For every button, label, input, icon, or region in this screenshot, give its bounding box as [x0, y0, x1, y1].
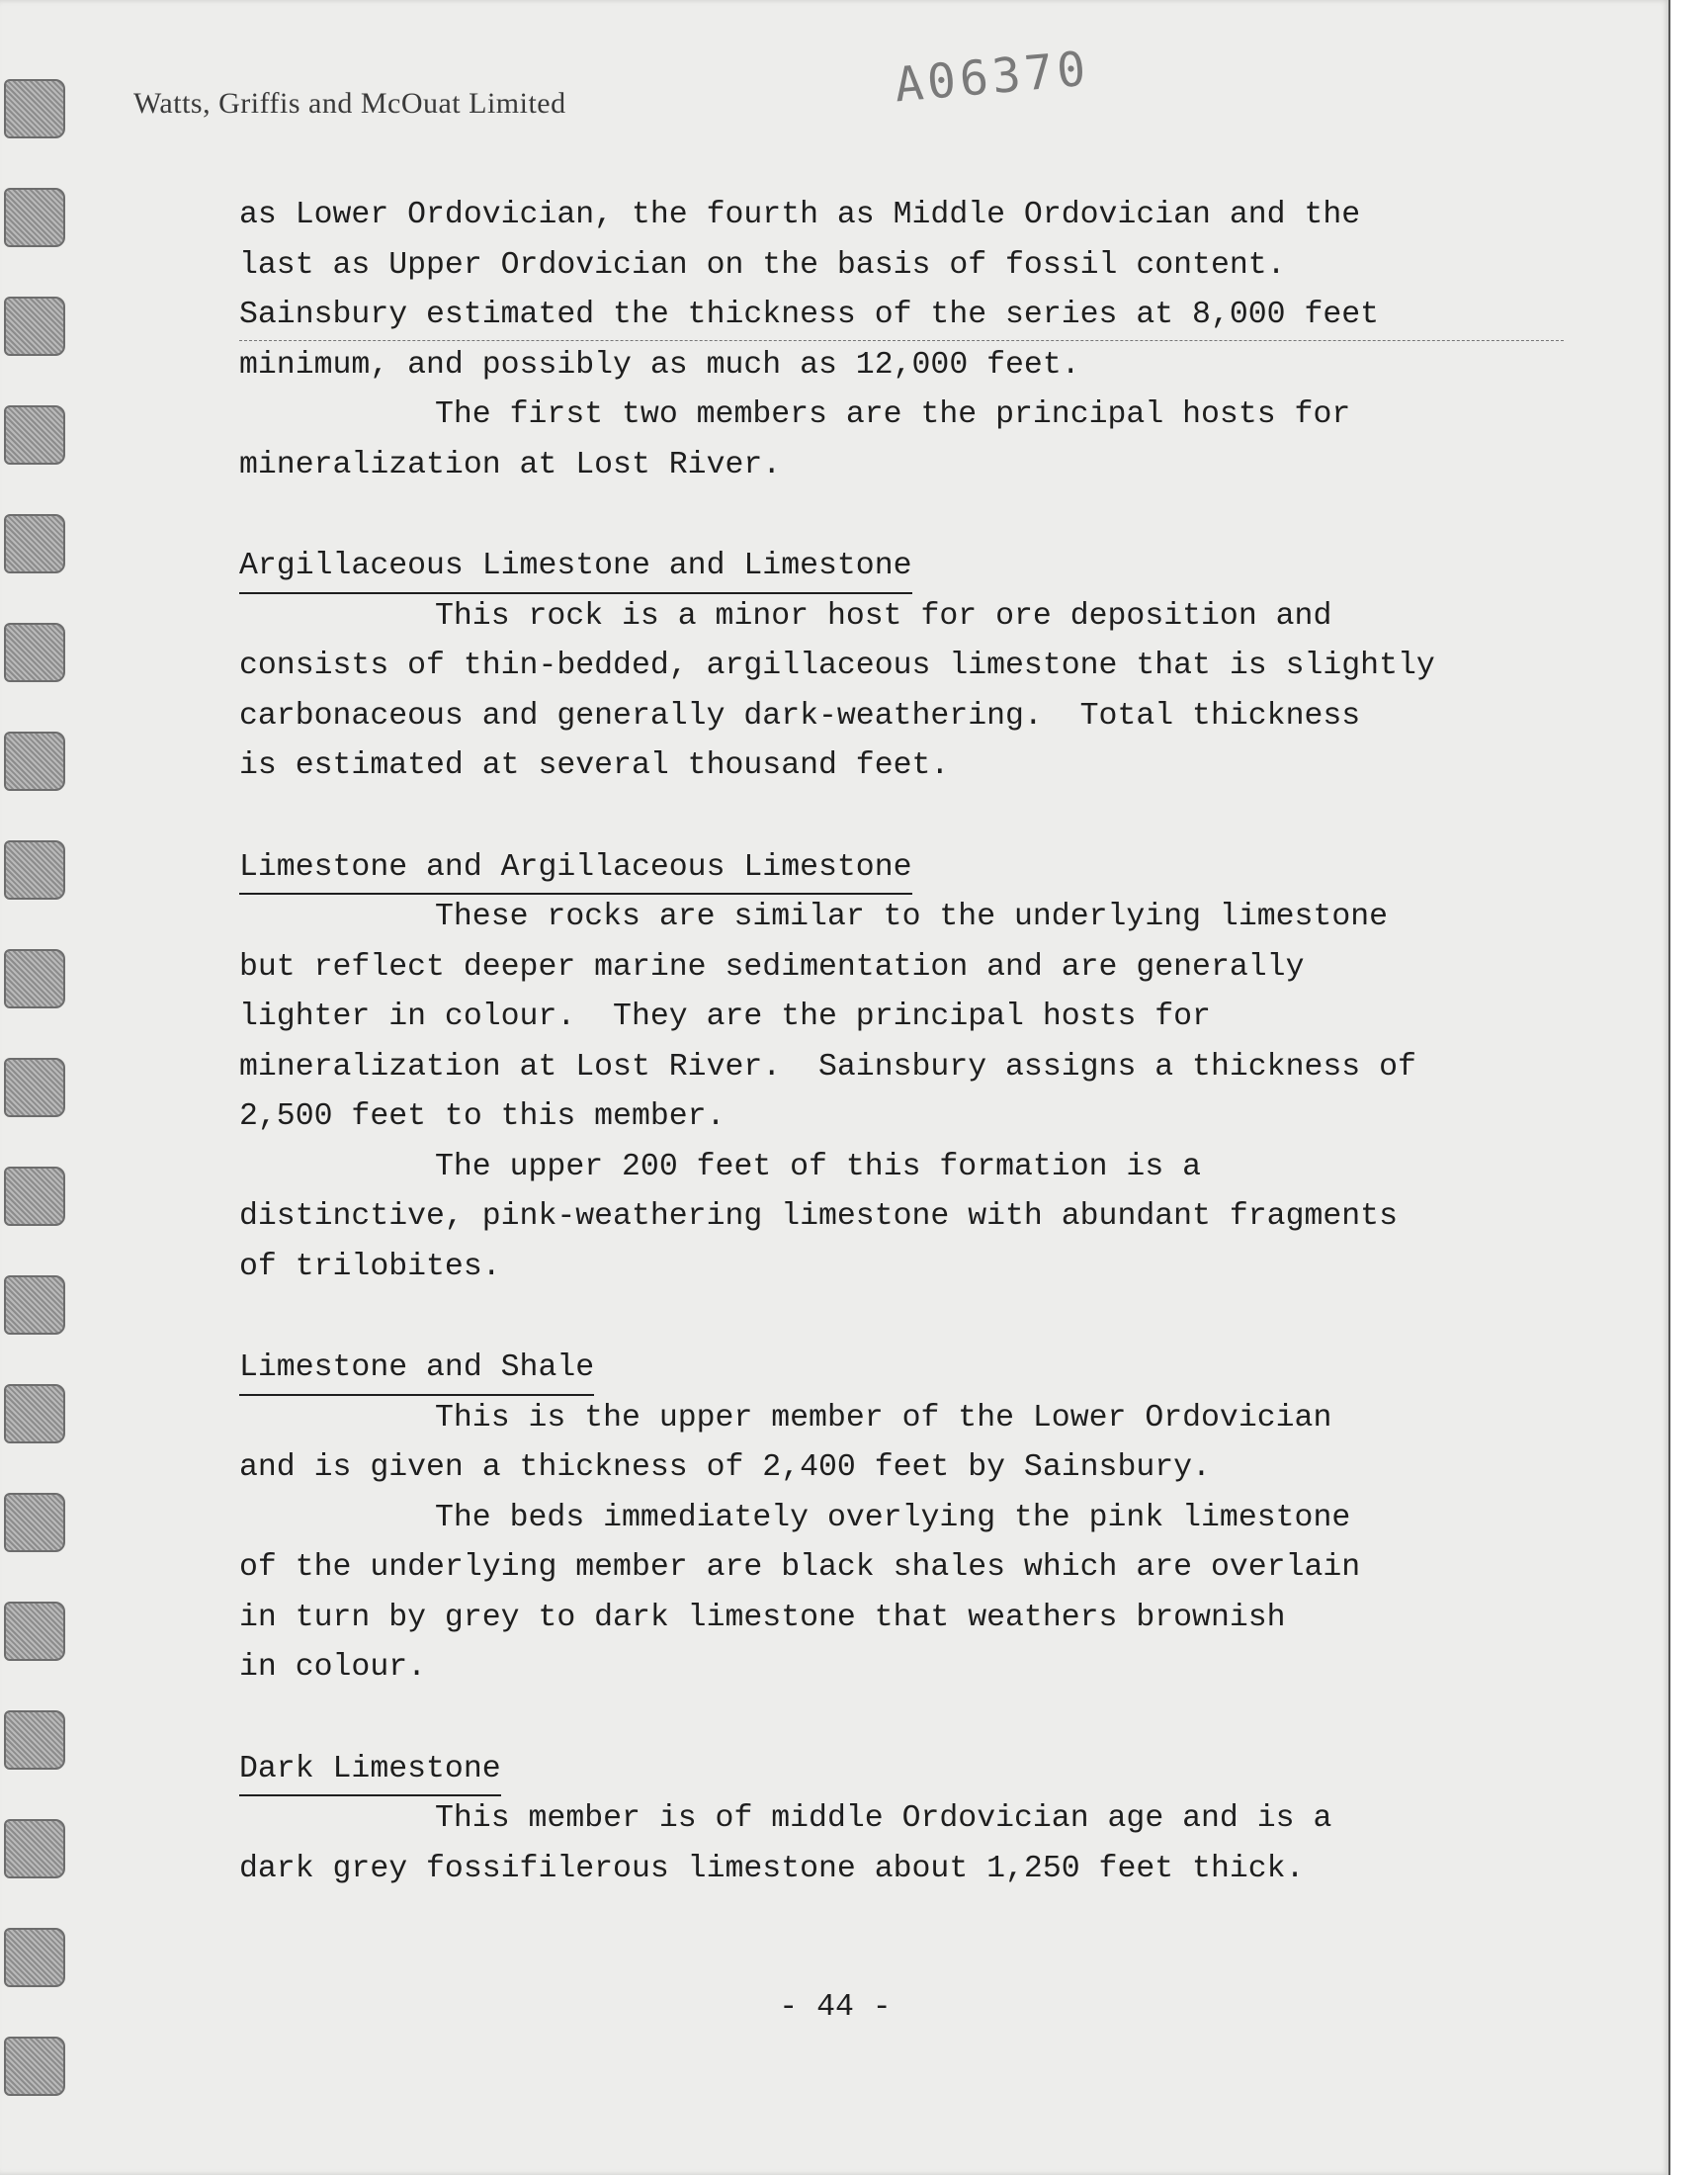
section-heading: Limestone and Argillaceous Limestone: [239, 843, 912, 896]
binding-hole: [4, 1710, 65, 1770]
text-line: The upper 200 feet of this formation is a: [435, 1149, 1202, 1184]
binding-hole: [4, 623, 65, 682]
text-line: in turn by grey to dark limestone that weathers brownish: [239, 1600, 1286, 1635]
text-line: in colour.: [239, 1650, 427, 1685]
body-text: [239, 191, 1544, 1894]
text-line: The beds immediately overlying the pink limestone: [435, 1500, 1351, 1535]
section-heading: Argillaceous Limestone and Limestone: [239, 542, 912, 594]
text-line: is estimated at several thousand feet.: [239, 748, 950, 783]
binding-hole: [4, 1602, 65, 1661]
text-line: mineralization at Lost River.: [239, 447, 782, 482]
spiral-binding: [0, 79, 67, 2155]
text-line: mineralization at Lost River. Sainsbury assigns a thickness of: [239, 1049, 1416, 1085]
binding-hole: [4, 1928, 65, 1987]
binding-hole: [4, 949, 65, 1008]
binding-hole: [4, 1058, 65, 1117]
binding-hole: [4, 297, 65, 356]
section-heading: Dark Limestone: [239, 1745, 501, 1797]
binding-hole: [4, 405, 65, 465]
text-line: lighter in colour. They are the principal hosts for: [239, 1000, 1211, 1034]
binding-hole: [4, 840, 65, 900]
text-line: This member is of middle Ordovician age and is a: [435, 1801, 1332, 1836]
binding-hole: [4, 732, 65, 791]
text-line: distinctive, pink-weathering limestone with abundant fragments: [239, 1199, 1398, 1234]
text-line: consists of thin-bedded, argillaceous limestone that is slightly: [239, 649, 1435, 683]
company-letterhead: Watts, Griffis and McOuat Limited: [133, 87, 566, 120]
document-stamp-number: A06370: [892, 41, 1092, 114]
binding-hole: [4, 2037, 65, 2096]
page-number: - 44 -: [779, 1990, 892, 2025]
text-line: last as Upper Ordovician on the basis of fossil content.: [239, 247, 1286, 283]
binding-hole: [4, 188, 65, 247]
text-line: These rocks are similar to the underlying limestone: [435, 900, 1389, 934]
binding-hole: [4, 1384, 65, 1443]
text-line: but reflect deeper marine sedimentation and are generally: [239, 949, 1305, 985]
text-line: as Lower Ordovician, the fourth as Middle Ordovician and the: [239, 198, 1361, 232]
text-line: minimum, and possibly as much as 12,000 feet.: [239, 347, 1080, 383]
text-line: The first two members are the principal hosts for: [435, 397, 1351, 432]
text-line: This is the upper member of the Lower Ordovician: [435, 1400, 1332, 1436]
binding-hole: [4, 1819, 65, 1878]
section-heading: Limestone and Shale: [239, 1344, 594, 1396]
text-line: dark grey fossifilerous limestone about 1,250 feet thick.: [239, 1851, 1305, 1886]
text-line: 2,500 feet to this member.: [239, 1099, 726, 1134]
binding-hole: [4, 1493, 65, 1552]
text-line: of trilobites.: [239, 1249, 501, 1284]
text-line: carbonaceous and generally dark-weathering. Total thickness: [239, 698, 1361, 734]
binding-hole: [4, 79, 65, 138]
text-line: This rock is a minor host for ore deposition and: [435, 598, 1332, 634]
text-line: Sainsbury estimated the thickness of the series at 8,000 feet: [239, 298, 1380, 332]
page-edge: [1668, 0, 1708, 2175]
binding-hole: [4, 514, 65, 573]
binding-hole: [4, 1167, 65, 1226]
text-line: and is given a thickness of 2,400 feet by Sainsbury.: [239, 1450, 1211, 1485]
binding-hole: [4, 1275, 65, 1335]
text-line: of the underlying member are black shales which are overlain: [239, 1550, 1361, 1585]
